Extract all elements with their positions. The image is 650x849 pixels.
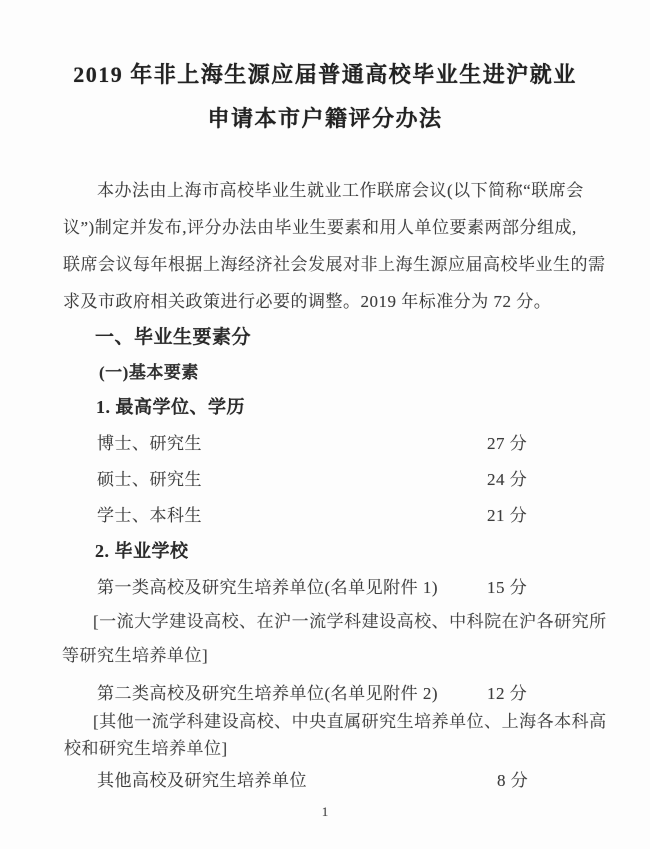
subsection-heading-school: 2. 毕业学校 bbox=[95, 541, 189, 561]
subsection-heading-basic-factors: (一)基本要素 bbox=[99, 363, 199, 382]
score-item-label-doctor: 博士、研究生 bbox=[97, 434, 202, 453]
score-item-value-other-school: 8 分 bbox=[497, 771, 529, 790]
section-heading-graduate-factors: 一、毕业生要素分 bbox=[95, 327, 252, 348]
score-item-value-master: 24 分 bbox=[487, 470, 528, 489]
score-item-value-tier2-school: 12 分 bbox=[487, 684, 528, 703]
score-item-value-bachelor: 21 分 bbox=[487, 506, 528, 525]
intro-paragraph-line-3: 联席会议每年根据上海经济社会发展对非上海生源应届高校毕业生的需 bbox=[63, 255, 606, 274]
score-item-label-master: 硕士、研究生 bbox=[97, 470, 202, 489]
score-item-label-other-school: 其他高校及研究生培养单位 bbox=[97, 771, 307, 790]
tier1-note-line-2: 等研究生培养单位] bbox=[62, 646, 209, 665]
subsection-heading-degree: 1. 最高学位、学历 bbox=[96, 397, 245, 417]
score-item-value-tier1-school: 15 分 bbox=[487, 578, 528, 597]
tier2-note-line-1: [其他一流学科建设高校、中央直属研究生培养单位、上海各本科高 bbox=[93, 712, 607, 731]
intro-paragraph-line-1: 本办法由上海市高校毕业生就业工作联席会议(以下简称“联席会 bbox=[97, 181, 584, 200]
intro-paragraph-line-2: 议”)制定并发布,评分办法由毕业生要素和用人单位要素两部分组成, bbox=[63, 218, 577, 237]
score-item-label-tier2-school: 第二类高校及研究生培养单位(名单见附件 2) bbox=[97, 684, 439, 703]
score-item-label-tier1-school: 第一类高校及研究生培养单位(名单见附件 1) bbox=[97, 578, 439, 597]
score-item-label-bachelor: 学士、本科生 bbox=[97, 506, 202, 525]
doc-title-line-2: 申请本市户籍评分办法 bbox=[207, 106, 443, 131]
score-item-value-doctor: 27 分 bbox=[487, 434, 528, 453]
tier2-note-line-2: 校和研究生培养单位] bbox=[64, 739, 228, 758]
page-number: 1 bbox=[321, 804, 329, 819]
doc-title-line-1: 2019 年非上海生源应届普通高校毕业生进沪就业 bbox=[73, 62, 577, 87]
tier1-note-line-1: [一流大学建设高校、在沪一流学科建设高校、中科院在沪各研究所 bbox=[93, 612, 607, 631]
intro-paragraph-line-4: 求及市政府相关政策进行必要的调整。2019 年标准分为 72 分。 bbox=[63, 292, 552, 311]
